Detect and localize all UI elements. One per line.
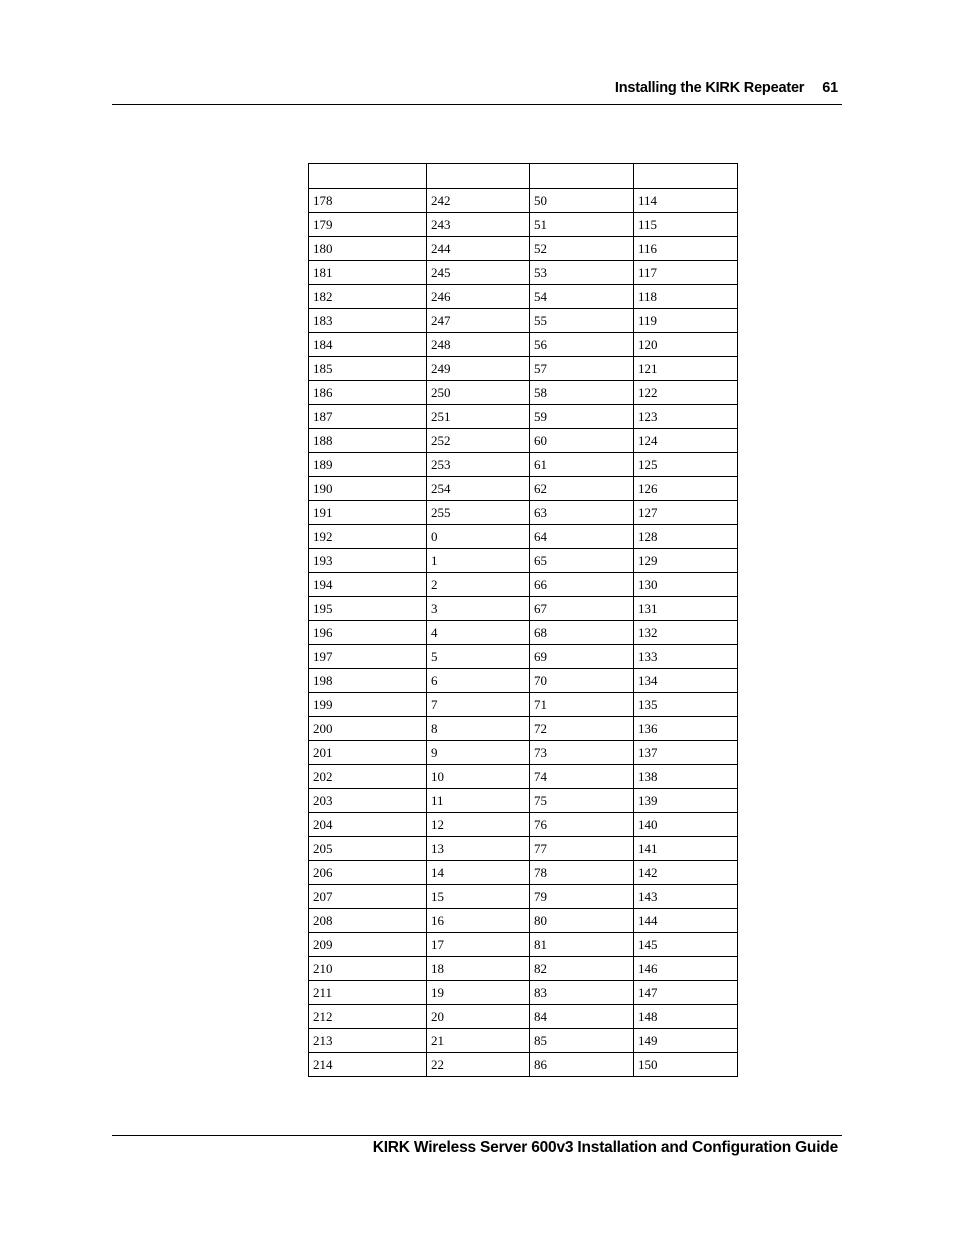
- table-cell: 148: [634, 1005, 738, 1029]
- table-cell: 132: [634, 621, 738, 645]
- table-row: [309, 885, 738, 909]
- table-row: [309, 693, 738, 717]
- table-cell: 5: [427, 645, 530, 669]
- table-row: [309, 261, 738, 285]
- table-cell: 143: [634, 885, 738, 909]
- table-row: [309, 909, 738, 933]
- table-cell: 188: [309, 429, 427, 453]
- table-cell: 200: [309, 717, 427, 741]
- table-cell: 57: [530, 357, 634, 381]
- table-cell: 54: [530, 285, 634, 309]
- table-cell: 144: [634, 909, 738, 933]
- table-cell: 81: [530, 933, 634, 957]
- page-footer: [112, 1135, 842, 1156]
- table-cell: 129: [634, 549, 738, 573]
- table-cell: 15: [427, 885, 530, 909]
- table-cell: 82: [530, 957, 634, 981]
- table-cell: 67: [530, 597, 634, 621]
- table-cell: 66: [530, 573, 634, 597]
- table-cell: 10: [427, 765, 530, 789]
- table-row: [309, 573, 738, 597]
- table-cell: 52: [530, 237, 634, 261]
- table-cell: 119: [634, 309, 738, 333]
- table-cell: 125: [634, 453, 738, 477]
- table-cell: 22: [427, 1053, 530, 1077]
- table-cell: 147: [634, 981, 738, 1005]
- table-cell: 68: [530, 621, 634, 645]
- table-cell: 63: [530, 501, 634, 525]
- table-cell: 197: [309, 645, 427, 669]
- table-cell: 69: [530, 645, 634, 669]
- table-row: [309, 957, 738, 981]
- table-cell: 194: [309, 573, 427, 597]
- table-cell: 209: [309, 933, 427, 957]
- table-cell: 186: [309, 381, 427, 405]
- table-cell: 242: [427, 189, 530, 213]
- table-cell: 192: [309, 525, 427, 549]
- table-cell: 130: [634, 573, 738, 597]
- table-cell: 64: [530, 525, 634, 549]
- table-row: [309, 981, 738, 1005]
- table-cell: 185: [309, 357, 427, 381]
- table-row: [309, 453, 738, 477]
- table-cell: 243: [427, 213, 530, 237]
- table-cell: 14: [427, 861, 530, 885]
- document-title: KIRK Wireless Server 600v3 Installation and Configuration Guide: [372, 1139, 838, 1156]
- table-cell: 80: [530, 909, 634, 933]
- table-cell: 60: [530, 429, 634, 453]
- table-cell: 246: [427, 285, 530, 309]
- table-cell: 116: [634, 237, 738, 261]
- table-cell: 208: [309, 909, 427, 933]
- table-cell: 205: [309, 837, 427, 861]
- table-cell: 178: [309, 189, 427, 213]
- table-cell: 79: [530, 885, 634, 909]
- table-header-row: [309, 164, 738, 189]
- table-cell: 196: [309, 621, 427, 645]
- table-cell: 78: [530, 861, 634, 885]
- table-cell: 189: [309, 453, 427, 477]
- table-cell: 58: [530, 381, 634, 405]
- table-cell: 255: [427, 501, 530, 525]
- table-cell: 76: [530, 813, 634, 837]
- table-cell: 65: [530, 549, 634, 573]
- table-cell: 50: [530, 189, 634, 213]
- table-cell: 150: [634, 1053, 738, 1077]
- table-cell: 250: [427, 381, 530, 405]
- table-cell: 55: [530, 309, 634, 333]
- table-cell: 182: [309, 285, 427, 309]
- table-cell: 248: [427, 333, 530, 357]
- header-text: [615, 80, 838, 96]
- table-cell: 1: [427, 549, 530, 573]
- table-cell: 149: [634, 1029, 738, 1053]
- table-row: [309, 549, 738, 573]
- table-cell: 118: [634, 285, 738, 309]
- table-cell: 249: [427, 357, 530, 381]
- table-cell: 19: [427, 981, 530, 1005]
- table-row: [309, 189, 738, 213]
- table-cell: 11: [427, 789, 530, 813]
- table-cell: 206: [309, 861, 427, 885]
- table-cell: 214: [309, 1053, 427, 1077]
- table-cell: 16: [427, 909, 530, 933]
- table-cell: 180: [309, 237, 427, 261]
- table-cell: 128: [634, 525, 738, 549]
- table-cell: 86: [530, 1053, 634, 1077]
- table-cell: 202: [309, 765, 427, 789]
- table-cell: 145: [634, 933, 738, 957]
- table-cell: 139: [634, 789, 738, 813]
- table-cell: 21: [427, 1029, 530, 1053]
- table-row: [309, 237, 738, 261]
- table-cell: 83: [530, 981, 634, 1005]
- table-cell: 253: [427, 453, 530, 477]
- table-cell: 187: [309, 405, 427, 429]
- table-row: [309, 717, 738, 741]
- page-header: [112, 78, 842, 105]
- page-number: 61: [822, 80, 838, 96]
- table-cell: 133: [634, 645, 738, 669]
- conversion-table: [308, 163, 738, 1077]
- table-row: [309, 309, 738, 333]
- table-cell: 211: [309, 981, 427, 1005]
- table-row: [309, 669, 738, 693]
- table-header-cell: [530, 164, 634, 189]
- table-cell: 20: [427, 1005, 530, 1029]
- table-cell: 126: [634, 477, 738, 501]
- table-row: [309, 645, 738, 669]
- table-body: [309, 164, 738, 1077]
- table-row: [309, 501, 738, 525]
- table-cell: 2: [427, 573, 530, 597]
- table-cell: 70: [530, 669, 634, 693]
- table-cell: 254: [427, 477, 530, 501]
- table-row: [309, 525, 738, 549]
- table-cell: 179: [309, 213, 427, 237]
- table-cell: 247: [427, 309, 530, 333]
- table-cell: 210: [309, 957, 427, 981]
- table-cell: 59: [530, 405, 634, 429]
- table-header-cell: [309, 164, 427, 189]
- table-cell: 56: [530, 333, 634, 357]
- table-cell: 122: [634, 381, 738, 405]
- table-cell: 213: [309, 1029, 427, 1053]
- table-cell: 61: [530, 453, 634, 477]
- table-cell: 203: [309, 789, 427, 813]
- table-cell: 137: [634, 741, 738, 765]
- section-title: Installing the KIRK Repeater: [614, 80, 805, 96]
- table-cell: 115: [634, 213, 738, 237]
- table-cell: 8: [427, 717, 530, 741]
- table-cell: 4: [427, 621, 530, 645]
- table-cell: 7: [427, 693, 530, 717]
- table-row: [309, 837, 738, 861]
- table-cell: 191: [309, 501, 427, 525]
- table-row: [309, 213, 738, 237]
- table-cell: 136: [634, 717, 738, 741]
- table-cell: 142: [634, 861, 738, 885]
- table-row: [309, 429, 738, 453]
- table-cell: 131: [634, 597, 738, 621]
- table-header-cell: [634, 164, 738, 189]
- table-cell: 6: [427, 669, 530, 693]
- table-row: [309, 597, 738, 621]
- table-cell: 199: [309, 693, 427, 717]
- table-row: [309, 357, 738, 381]
- table-cell: 207: [309, 885, 427, 909]
- table-cell: 212: [309, 1005, 427, 1029]
- table-cell: 77: [530, 837, 634, 861]
- table-row: [309, 933, 738, 957]
- table-cell: 204: [309, 813, 427, 837]
- table-cell: 127: [634, 501, 738, 525]
- table-row: [309, 741, 738, 765]
- table-cell: 201: [309, 741, 427, 765]
- table-cell: 74: [530, 765, 634, 789]
- table-cell: 198: [309, 669, 427, 693]
- table-cell: 251: [427, 405, 530, 429]
- table-cell: 135: [634, 693, 738, 717]
- table-cell: 138: [634, 765, 738, 789]
- table-row: [309, 285, 738, 309]
- table-cell: 120: [634, 333, 738, 357]
- table-cell: 121: [634, 357, 738, 381]
- table-cell: 183: [309, 309, 427, 333]
- table-cell: 123: [634, 405, 738, 429]
- table-row: [309, 405, 738, 429]
- table-cell: 244: [427, 237, 530, 261]
- table-row: [309, 1029, 738, 1053]
- table-cell: 17: [427, 933, 530, 957]
- table-row: [309, 789, 738, 813]
- table-cell: 141: [634, 837, 738, 861]
- table-row: [309, 477, 738, 501]
- table-cell: 18: [427, 957, 530, 981]
- table-cell: 114: [634, 189, 738, 213]
- table-row: [309, 333, 738, 357]
- table-cell: 193: [309, 549, 427, 573]
- table-cell: 84: [530, 1005, 634, 1029]
- table-row: [309, 1005, 738, 1029]
- table-row: [309, 861, 738, 885]
- table-cell: 3: [427, 597, 530, 621]
- table-row: [309, 765, 738, 789]
- table-row: [309, 621, 738, 645]
- table-cell: 51: [530, 213, 634, 237]
- table-cell: 117: [634, 261, 738, 285]
- table-cell: 13: [427, 837, 530, 861]
- table-cell: 181: [309, 261, 427, 285]
- table-cell: 184: [309, 333, 427, 357]
- table-cell: 146: [634, 957, 738, 981]
- table-cell: 140: [634, 813, 738, 837]
- table-cell: 75: [530, 789, 634, 813]
- table-cell: 71: [530, 693, 634, 717]
- table-cell: 195: [309, 597, 427, 621]
- table-cell: 53: [530, 261, 634, 285]
- table-cell: 12: [427, 813, 530, 837]
- table-header-cell: [427, 164, 530, 189]
- table-cell: 0: [427, 525, 530, 549]
- table-cell: 72: [530, 717, 634, 741]
- table-cell: 124: [634, 429, 738, 453]
- table-row: [309, 813, 738, 837]
- table-cell: 252: [427, 429, 530, 453]
- table-row: [309, 1053, 738, 1077]
- table-cell: 62: [530, 477, 634, 501]
- table-cell: 190: [309, 477, 427, 501]
- table-row: [309, 381, 738, 405]
- table-cell: 134: [634, 669, 738, 693]
- table-cell: 85: [530, 1029, 634, 1053]
- table-cell: 73: [530, 741, 634, 765]
- table-cell: 9: [427, 741, 530, 765]
- table-cell: 245: [427, 261, 530, 285]
